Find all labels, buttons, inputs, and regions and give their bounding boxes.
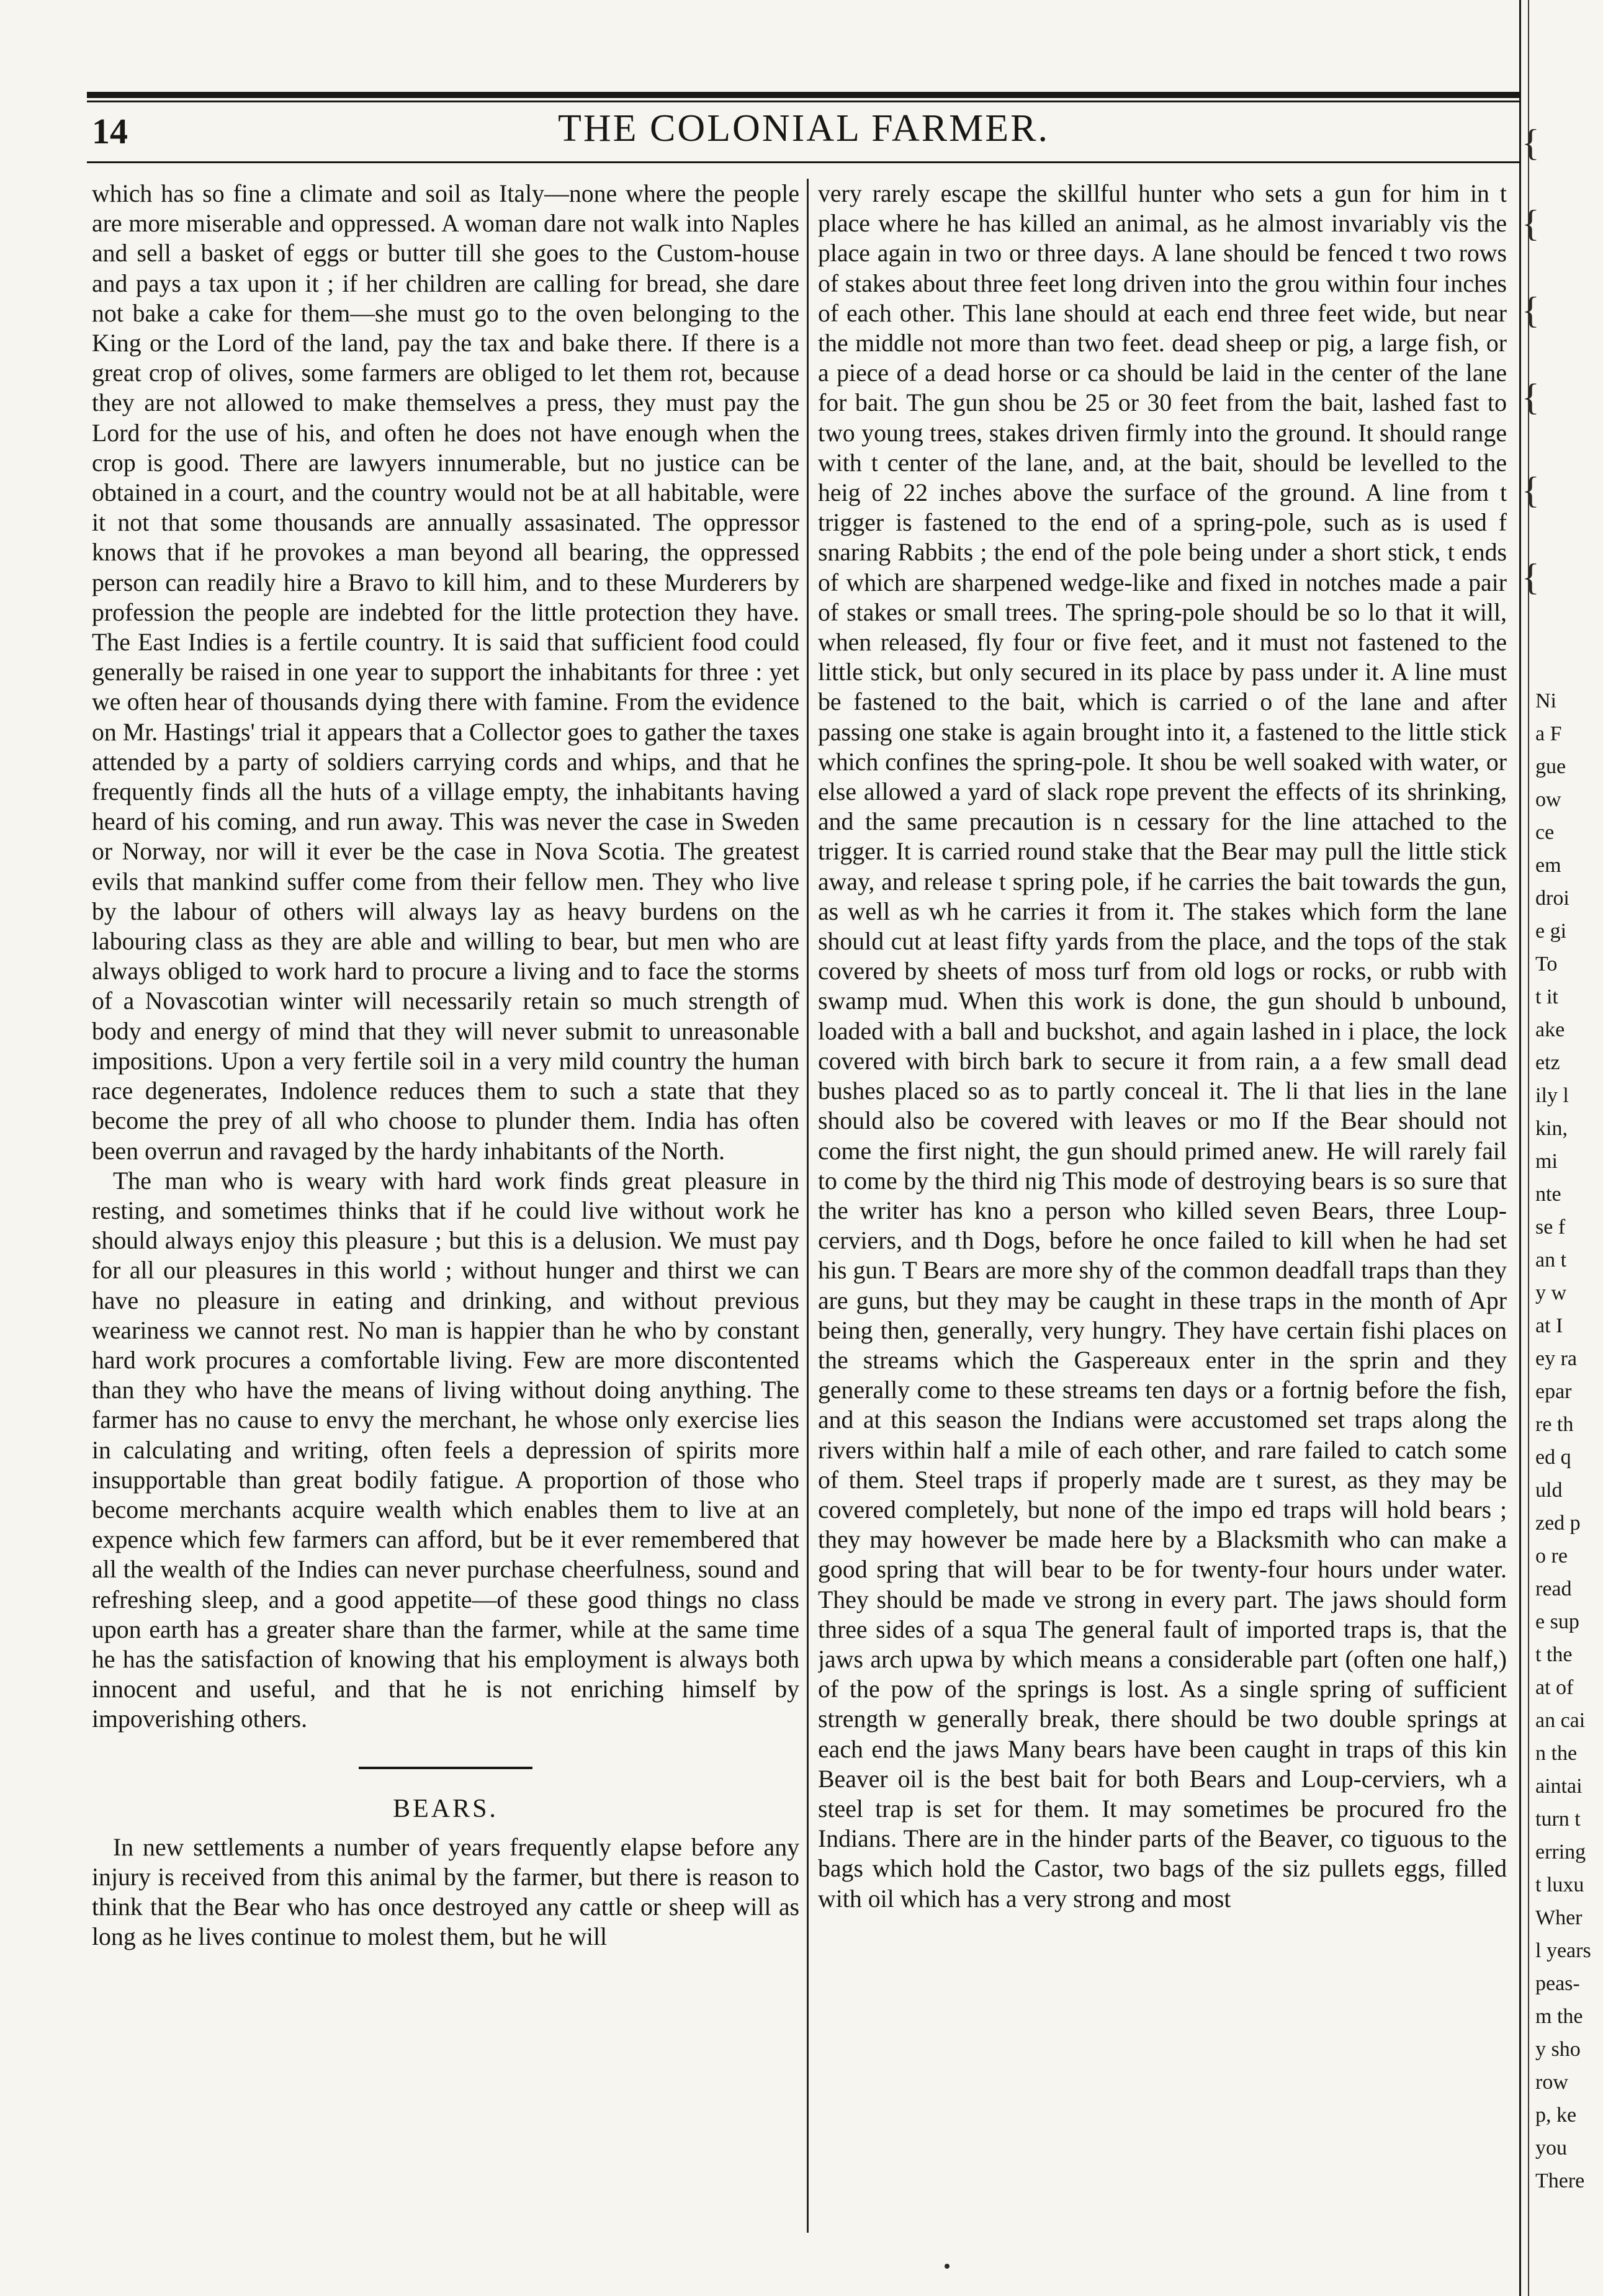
paragraph-hard-work: The man who is weary with hard work finds great pleasure in resting, and sometimes thinks that if he could live without work he should always enjoy this pleasure ; but this is a delusion. We must pay for all our pleasures in this world ; without hunger and thirst we can have no pleasure in eating and drinking, and without previous weariness we cannot rest. No man is happier than he who by constant hard work procures a comfortable living. Few are more discontented than they who have the means of living without doing anything. The farmer has no cause to envy the merchant, he whose only exercise lies in calculating and writing, often feels a depression of spirits more insupportable than great bodily fatigue. A proportion of those who become merchants acquire wealth which enables them to live at an expence which few farmers can afford, but be it ever remembered that all the wealth of the Indies can never purchase cheerfulness, sound and refreshing sleep, and a good appetite—of these good things no class upon earth has a greater share than the farmer, while at the same time he has the satisfaction of knowing that his employment is always both innocent and useful, and that he is not enriching himself by impoverishing others. — [92, 1167, 799, 1733]
bleed-fragment: t luxu — [1535, 1873, 1584, 1896]
page-header — [87, 107, 1520, 156]
bleed-fragment: n the — [1535, 1742, 1578, 1765]
bleed-fragment: e gi — [1535, 920, 1567, 943]
bleed-fragment: se f — [1535, 1216, 1566, 1239]
bleed-fragment: ily l — [1535, 1084, 1569, 1107]
bleed-fragment: a F — [1535, 722, 1562, 745]
bleed-fragment: row — [1535, 2071, 1568, 2094]
bleed-fragment: p, ke — [1535, 2104, 1577, 2127]
bleed-fragment: ed q — [1535, 1446, 1571, 1469]
left-column — [92, 179, 799, 1952]
bleed-fragment: erring — [1535, 1841, 1586, 1863]
bleed-fragment: read — [1535, 1577, 1572, 1600]
header-top-rule-thin — [87, 101, 1520, 102]
gutter-brace-mark: { — [1522, 203, 1540, 244]
bleed-fragment: turn t — [1535, 1808, 1581, 1831]
bleed-fragment: ce — [1535, 821, 1555, 844]
page-edge — [1519, 0, 1521, 2296]
bleed-fragment: e sup — [1535, 1610, 1579, 1633]
bleed-fragment: y sho — [1535, 2038, 1581, 2061]
bleed-fragment: ey ra — [1535, 1347, 1578, 1370]
bleed-fragment: ake — [1535, 1018, 1565, 1041]
bleed-fragment: m the — [1535, 2005, 1583, 2028]
bleed-fragment: an cai — [1535, 1709, 1586, 1732]
bleed-fragment: zed p — [1535, 1512, 1581, 1535]
bleed-fragment: aintai — [1535, 1775, 1583, 1798]
bleed-fragment: There — [1535, 2169, 1585, 2192]
bleed-fragment: mi — [1535, 1150, 1558, 1173]
bleed-fragment: droi — [1535, 887, 1569, 910]
bleed-fragment: Ni — [1535, 689, 1556, 712]
paragraph-italy: which has so fine a climate and soil as Italy—none where the people are more miserable and oppressed. A woman dare not walk into Naples and sell a basket of eggs or butter till she goes to the Custom-house and pays a tax upon it ; if her children are calling for bread, she dare not bake a cake for them—she must go to the oven belonging to the King or the Lord of the land, pay the tax and bake there. If there is a great crop of olives, some farmers are obliged to let them rot, because they are not allowed to make themselves a press, they must pay the Lord for the use of his, and often he does not have enough when the crop is good. There are lawyers innumerable, but no justice can be obtained in a court, and the country would not be at all habitable, were it not that some thousands are annually assasinated. The oppressor knows that if he provokes a man beyond all bearing, the oppressed person can readily hire a Bravo to kill him, and to these Murderers by profession the people are indebted for the little protection they have. The East Indies is a fertile country. It is said that sufficient food could generally be raised in one year to support the inhabitants for three : yet we often hear of thousands dying there with famine. From the evidence on Mr. Hastings' trial it appears that a Collector goes to gather the taxes attended by a party of soldiers carrying cords and whips, and that he frequently finds all the huts of a village empty, the inhabitants having heard of his coming, and run away. This was never the case in Sweden or Norway, nor will it ever be the case in Nova Scotia. The greatest evils that mankind suffer come from their fellow men. They who live by the labour of others will always lay as heavy burdens on the labouring class as they are able and willing to bear, but men who are always obliged to work hard to procure a living and to face the storms of a Novascotian winter will necessarily retain so much strength of body and energy of mind that they will never submit to unreasonable impositions. Upon a very fertile soil in a very mild country the human race degenerates, Indolence reduces them to such a state that they become the prey of all who choose to plunder them. India has often been overrun and ravaged by the hardy inhabitants of the North. — [92, 180, 799, 1165]
bleed-fragment: etz — [1535, 1051, 1560, 1074]
bleed-fragment: kin, — [1535, 1117, 1568, 1140]
page-edge-inner — [1528, 0, 1529, 2296]
header-top-rule — [87, 92, 1520, 98]
gutter-brace-mark: { — [1522, 470, 1540, 511]
right-column — [818, 179, 1507, 2239]
bleed-fragment: l years — [1535, 1939, 1591, 1962]
bleed-fragment: To — [1535, 953, 1558, 975]
paragraph-bears-intro: In new settlements a number of years frequently elapse before any injury is received from this animal by the farmer, but there is reason to think that the Bear who has once destroyed any cattle or sheep will as long as he lives continue to molest them, but he will — [92, 1833, 799, 1951]
header-bottom-rule — [87, 161, 1520, 163]
column-divider — [807, 179, 809, 2233]
bleed-fragment: an t — [1535, 1249, 1567, 1271]
bleed-fragment: t the — [1535, 1643, 1573, 1666]
bleed-fragment: nte — [1535, 1183, 1561, 1206]
bleed-fragment: at I — [1535, 1314, 1563, 1337]
bleed-fragment: uld — [1535, 1479, 1563, 1502]
bleed-fragment: Wher — [1535, 1906, 1583, 1929]
bleed-fragment: em — [1535, 854, 1561, 877]
section-title-bears: BEARS. — [393, 1794, 498, 1823]
bleed-fragment: gue — [1535, 755, 1566, 778]
gutter-brace-mark: { — [1522, 290, 1540, 331]
section-divider — [359, 1767, 532, 1769]
bleed-fragment: t it — [1535, 985, 1558, 1008]
gutter-brace-mark: { — [1522, 122, 1540, 163]
paragraph-bear-trapping: very rarely escape the skillful hunter who sets a gun for him in t place where he has killed an animal, as he almost invariably vis the place again in two or three days. A lane should be fenced t two rows of stakes about three feet long driven into the grou within four inches of each other. This lane should at each end three feet wide, but near the middle not more than two feet. dead sheep or pig, a large fish, or a piece of a dead horse or ca should be laid in the center of the lane for bait. The gun shou be 25 or 30 feet from the bait, lashed fast to two young trees, stakes driven firmly into the ground. It should range with t center of the lane, and, at the bait, should be levelled to the heig of 22 inches above the surface of the ground. A line from t trigger is fastened to the end of a spring-pole, such as is used f snaring Rabbits ; the end of the pole being under a short stick, t ends of which are sharpened wedge-like and fixed in notches made a pair of stakes or small trees. The spring-pole should be so lo that it will, when released, fly four or five feet, and it must not fastened to the little stick, but only secured in its place by pass under it. A line must be fastened to the bait, which is carried o of the lane and after passing one stake is again brought into it, a fastened to the little stick which confines the spring-pole. It shou be well soaked with water, or else allowed a yard of slack rope prevent the effects of its shrinking, and the same precaution is n cessary for the line attached to the trigger. It is carried round stake that the Bear may pull the little stick away, and release t spring pole, if he carries the bait towards the gun, as well as wh he carries it from it. The stakes which form the lane should cut at least fifty yards from the place, and the tops of the stak covered by sheets of moss turf from old logs or rocks, or rubb with swamp mud. When this work is done, the gun should b unbound, loaded with a ball and buckshot, and again lashed in i place, the lock covered with birch bark to secure it from rain, a a few small dead bushes placed so as to partly conceal it. The li that lies in the lane should also be covered with leaves or mo If the Bear should not come the first night, the gun should primed anew. He will rarely fail to come by the third nig This mode of destroying bears is so sure that the writer has kno a person who killed seven Bears, three Loup-cerviers, and th Dogs, before he once failed to kill when he had set his gun. T Bears are more shy of the common deadfall traps than they are guns, but they may be caught in these traps in the month of Apr being then, generally, very hungry. They have certain fishi places on the streams which the Gaspereaux enter in the sprin and they generally come to these streams ten days or a fortnig before the fish, and at this season the Indians were accustomed set traps along the rivers within half a mile of each other, and rare failed to catch some of them. Steel traps if properly made are t surest, as they may be covered completely, but none of the impo ed traps will hold bears ; they may however be made here by a Blacksmith who can make a good spring that will bear to be for twenty-four hours under water. They should be made ve strong in every part. The jaws should form three sides of a squa The general fault of imported traps is, that the jaws arch upwa by which means a considerable part (often one half,) of the pow of the springs is lost. As a single spring of sufficient strength w generally break, there should be two double springs at each end the jaws Many bears have been caught in traps of this kin Beaver oil is the best bait for both Bears and Loup-cerviers, wh a steel trap is set for them. It may sometimes be procured fro the Indians. There are in the hinder parts of the Beaver, co tiguous to the bags which hold the Castor, two bags of the siz pullets eggs, filled with oil which has a very strong and most — [818, 180, 1507, 1913]
bleed-fragment: re th — [1535, 1413, 1574, 1436]
gutter-brace-mark: { — [1522, 557, 1540, 598]
bleed-fragment: o re — [1535, 1545, 1568, 1567]
masthead-title: THE COLONIAL FARMER. — [558, 107, 1049, 150]
bleed-fragment: at of — [1535, 1676, 1574, 1699]
ink-speck — [945, 2264, 950, 2269]
bleed-fragment: peas- — [1535, 1972, 1580, 1995]
bleed-fragment: y w — [1535, 1281, 1567, 1304]
gutter-brace-mark: { — [1522, 377, 1540, 418]
bleed-fragment: ow — [1535, 788, 1561, 811]
page-number: 14 — [92, 111, 128, 151]
bleed-fragment: epar — [1535, 1380, 1572, 1403]
bleed-fragment: you — [1535, 2137, 1567, 2159]
